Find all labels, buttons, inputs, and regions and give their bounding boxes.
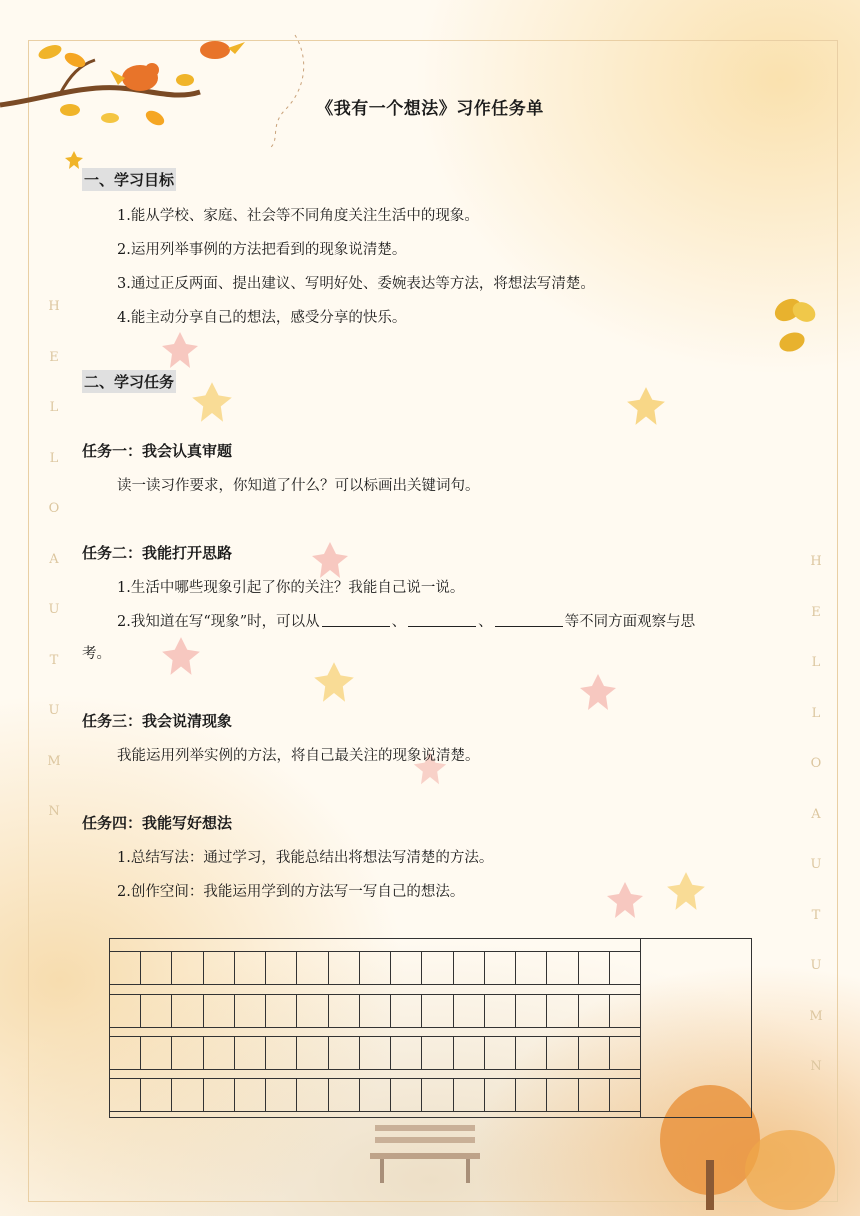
grid-cell[interactable] (579, 1079, 610, 1111)
grid-cell[interactable] (297, 995, 328, 1027)
task4-heading: 任务四：我能写好想法 (82, 814, 233, 832)
goal-item: 1.能从学校、家庭、社会等不同角度关注生活中的现象。 (117, 208, 479, 224)
task2-item2-continued: 考。 (82, 646, 111, 662)
dashed-flight-path (250, 30, 320, 150)
grid-cell[interactable] (547, 1037, 578, 1069)
grid-row (110, 1078, 640, 1112)
grid-cell[interactable] (360, 1079, 391, 1111)
branch-with-birds-illustration (0, 30, 260, 140)
grid-cell[interactable] (266, 1037, 297, 1069)
task2-heading: 任务二：我能打开思路 (82, 544, 233, 562)
grid-cell[interactable] (454, 1037, 485, 1069)
grid-cell[interactable] (204, 1037, 235, 1069)
grid-cell[interactable] (391, 995, 422, 1027)
grid-cell[interactable] (454, 952, 485, 984)
goal-item: 4.能主动分享自己的想法，感受分享的快乐。 (117, 310, 407, 326)
task1-text: 读一读习作要求，你知道了什么？可以标画出关键词句。 (117, 478, 480, 494)
grid-cell[interactable] (235, 1079, 266, 1111)
grid-cell[interactable] (329, 1079, 360, 1111)
section-heading-tasks: 二、学习任务 (82, 370, 176, 393)
grid-cell[interactable] (422, 995, 453, 1027)
grid-cell[interactable] (391, 1079, 422, 1111)
leaf-icon (160, 635, 202, 677)
grid-cell[interactable] (610, 952, 640, 984)
task2-item2: 2.我知道在写“现象”时，可以从 、 、 等不同方面观察与思 (117, 614, 696, 630)
grid-cell[interactable] (610, 995, 640, 1027)
grid-cell[interactable] (579, 1037, 610, 1069)
grid-cell[interactable] (172, 1079, 203, 1111)
grid-cell[interactable] (141, 1037, 172, 1069)
grid-cell[interactable] (110, 995, 141, 1027)
grid-cell[interactable] (579, 995, 610, 1027)
leaf-icon (665, 870, 707, 912)
grid-margin-divider (640, 939, 641, 1117)
leaf-icon (160, 330, 200, 370)
grid-cell[interactable] (329, 1037, 360, 1069)
grid-cell[interactable] (579, 952, 610, 984)
fill-blank-1[interactable] (322, 612, 390, 627)
side-text-right: H E L L O A U T U M N (809, 554, 823, 1074)
grid-cell[interactable] (141, 1079, 172, 1111)
grid-cell[interactable] (391, 1037, 422, 1069)
leaf-icon (578, 672, 618, 712)
grid-cell[interactable] (547, 995, 578, 1027)
grid-cell[interactable] (422, 1079, 453, 1111)
grid-cell[interactable] (204, 1079, 235, 1111)
grid-cell[interactable] (110, 1037, 141, 1069)
leaf-icon (605, 880, 645, 920)
grid-cell[interactable] (329, 995, 360, 1027)
task3-text: 我能运用列举实例的方法，将自己最关注的现象说清楚。 (117, 748, 480, 764)
grid-cell[interactable] (516, 1079, 547, 1111)
grid-cell[interactable] (172, 995, 203, 1027)
task4-item2: 2.创作空间：我能运用学到的方法写一写自己的想法。 (117, 884, 465, 900)
grid-cell[interactable] (610, 1037, 640, 1069)
grid-row (110, 1036, 640, 1070)
leaf-icon (190, 380, 234, 424)
section-heading-goals: 一、学习目标 (82, 168, 176, 191)
grid-cell[interactable] (266, 995, 297, 1027)
page-title: 《我有一个想法》习作任务单 (316, 99, 544, 119)
side-text-left: H E L L O A U T U M N (47, 299, 61, 819)
goal-item: 2.运用列举事例的方法把看到的现象说清楚。 (117, 242, 407, 258)
grid-cell[interactable] (266, 952, 297, 984)
grid-row (110, 951, 640, 985)
park-bench-illustration (370, 1115, 480, 1185)
grid-cell[interactable] (360, 995, 391, 1027)
task3-heading: 任务三：我会说清现象 (82, 712, 233, 730)
grid-row (110, 994, 640, 1028)
grid-cell[interactable] (297, 1079, 328, 1111)
grid-cell[interactable] (204, 952, 235, 984)
grid-cell[interactable] (516, 1037, 547, 1069)
grid-cell[interactable] (485, 952, 516, 984)
grid-cell[interactable] (516, 952, 547, 984)
writing-grid[interactable] (109, 938, 752, 1118)
grid-cell[interactable] (485, 1037, 516, 1069)
grid-cell[interactable] (422, 1037, 453, 1069)
grid-cell[interactable] (172, 952, 203, 984)
grid-cell[interactable] (391, 952, 422, 984)
leaf-icon (64, 150, 84, 170)
grid-cell[interactable] (422, 952, 453, 984)
grid-cell[interactable] (235, 952, 266, 984)
fill-blank-3[interactable] (495, 612, 563, 627)
grid-cell[interactable] (110, 1079, 141, 1111)
leaf-icon (625, 385, 667, 427)
task1-heading: 任务一：我会认真审题 (82, 442, 233, 460)
grid-cell[interactable] (360, 1037, 391, 1069)
grid-cell[interactable] (141, 952, 172, 984)
grid-cell[interactable] (485, 995, 516, 1027)
fill-blank-2[interactable] (408, 612, 476, 627)
grid-cell[interactable] (141, 995, 172, 1027)
grid-cell[interactable] (454, 1079, 485, 1111)
grid-cell[interactable] (454, 995, 485, 1027)
grid-cell[interactable] (172, 1037, 203, 1069)
leaf-icon (310, 540, 350, 580)
grid-cell[interactable] (547, 952, 578, 984)
butterfly-illustration (770, 290, 820, 360)
task2-item1: 1.生活中哪些现象引起了你的关注？我能自己说一说。 (117, 580, 465, 596)
grid-cell[interactable] (266, 1079, 297, 1111)
leaf-icon (312, 660, 356, 704)
task4-item1: 1.总结写法：通过学习，我能总结出将想法写清楚的方法。 (117, 850, 494, 866)
grid-cell[interactable] (235, 995, 266, 1027)
grid-cell[interactable] (110, 952, 141, 984)
grid-cell[interactable] (235, 1037, 266, 1069)
grid-cell[interactable] (297, 952, 328, 984)
grid-cell[interactable] (297, 1037, 328, 1069)
grid-cell[interactable] (360, 952, 391, 984)
grid-cell[interactable] (516, 995, 547, 1027)
grid-cell[interactable] (547, 1079, 578, 1111)
grid-cell[interactable] (329, 952, 360, 984)
grid-cell[interactable] (204, 995, 235, 1027)
goal-item: 3.通过正反两面、提出建议、写明好处、委婉表达等方法，将想法写清楚。 (117, 276, 595, 292)
grid-cell[interactable] (485, 1079, 516, 1111)
grid-cell[interactable] (610, 1079, 640, 1111)
